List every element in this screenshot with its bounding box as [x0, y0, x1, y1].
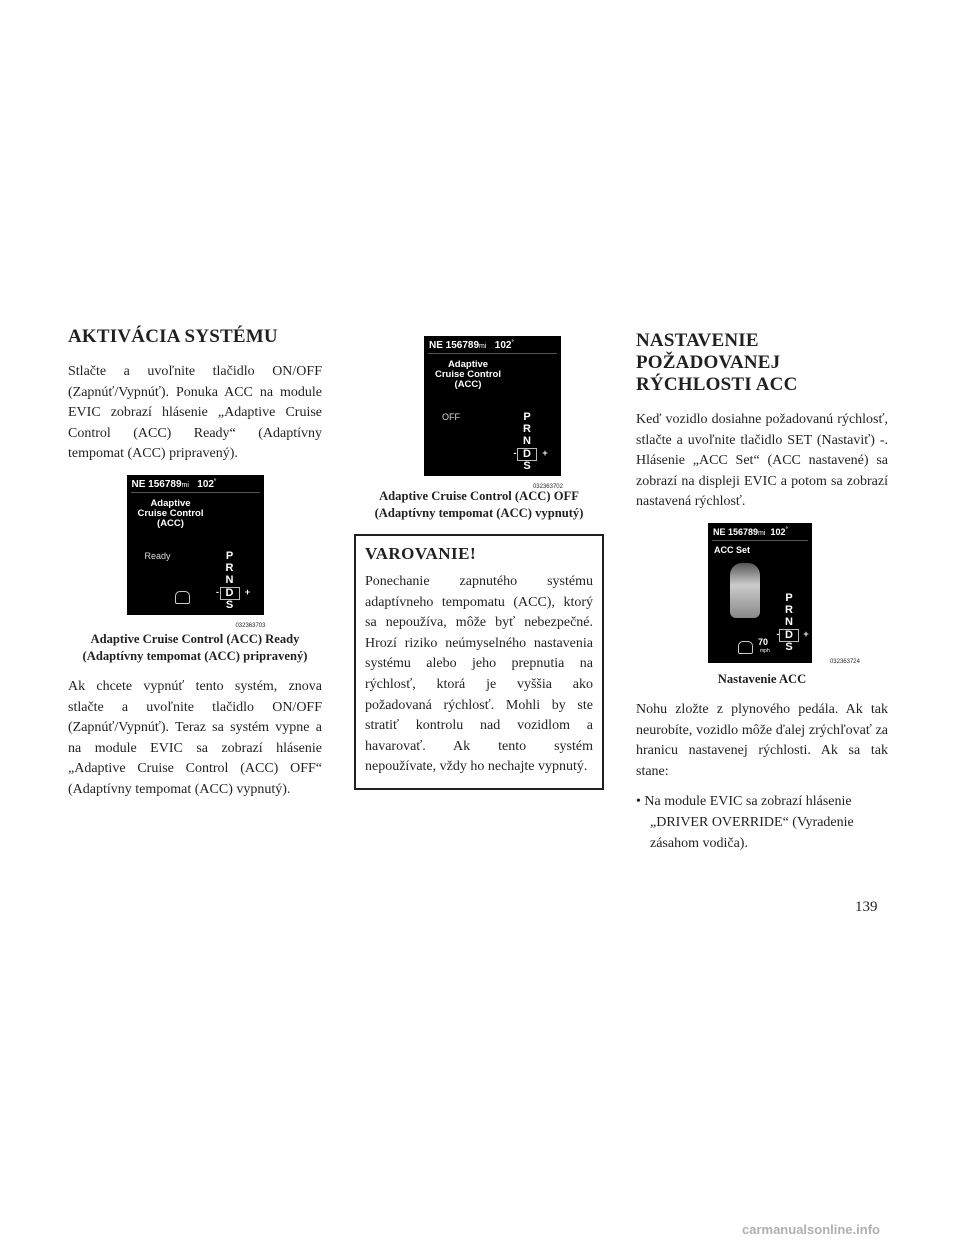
display-top-bar: NE 156789mi 102° — [429, 340, 514, 351]
heading-system-activation: AKTIVÁCIA SYSTÉMU — [68, 326, 278, 347]
warning-title: VAROVANIE! — [365, 544, 477, 563]
figure-code: 032363702 — [532, 484, 563, 490]
gear-n: N — [523, 435, 531, 447]
warning-text: Ponechanie zapnutého systému adaptívneho tempomatu (ACC), ktorý sa nepoužíva, môže byť nebezpečné. Hrozí riziko neúmyselného nastavenia systému alebo jeho prepnutia na rýchlosť, ktorá je vyššia ako požadovaná rýchlosť. Mohli by ste stratiť kontrolu nad vozidlom a havarovať. Ak tento systém nepoužívate, vždy ho nechajte vypnutý. — [365, 574, 593, 775]
caption-acc-set: Nastavenie ACC — [717, 671, 807, 686]
paragraph-override: Nohu zložte z plynového pedála. Ak tak neurobíte, vozidlo môže ďalej zrýchľovať za hranicu nastavenej rýchlosti. Ak sa tak stane: — [636, 701, 888, 779]
acc-car-icon — [175, 591, 190, 604]
gear-n: N — [225, 573, 234, 586]
paragraph-activation: Stlačte a uvoľnite tlačidlo ON/OFF (Zapnúť/Vypnúť). Ponuka ACC na module EVIC zobrazí hlásenie „Adaptive Cruise Control (ACC) Ready“ (Adaptívny tempomat (ACC) pripravený). — [68, 364, 322, 462]
gear-r: R — [225, 561, 234, 574]
display-separator — [712, 540, 808, 541]
gear-r: R — [523, 423, 531, 435]
caption-off: Adaptive Cruise Control (ACC) OFF (Adaptívny tempomat (ACC) vypnutý) — [374, 489, 584, 520]
evic-display-ready — [127, 475, 266, 629]
caption-ready: Adaptive Cruise Control (ACC) Ready (Adaptívny tempomat (ACC) pripravený) — [82, 631, 308, 663]
gear-d: D — [779, 629, 799, 642]
figure-code: 032363703 — [235, 622, 266, 629]
gear-s: S — [225, 598, 234, 611]
gear-p: P — [523, 411, 531, 423]
display-acc-title: Adaptive Cruise Control (ACC) — [137, 497, 204, 529]
watermark: carmanualsonline.info — [742, 1222, 880, 1237]
set-speed-value: 70 — [758, 636, 769, 647]
acc-car-icon — [738, 641, 753, 654]
display-acc-title: Adaptive Cruise Control (ACC) — [435, 359, 501, 390]
bullet-list — [636, 792, 888, 854]
warning-box — [354, 534, 604, 790]
gear-plus: + — [542, 448, 548, 458]
column-2 — [354, 328, 604, 790]
gear-p: P — [785, 591, 793, 604]
gear-d: D — [220, 587, 240, 600]
gear-plus: + — [244, 586, 251, 597]
paragraph-set-speed: Keď vozidlo dosiahne požadovanú rýchlosť, stlačte a uvoľnite tlačidlo SET (Nastaviť) -. Hlásenie „ACC Set“ (ACC nastavené) sa zobrazí na displeji EVIC a potom sa zobrazí nastavená rýchlosť. — [636, 412, 888, 510]
gear-n: N — [785, 615, 793, 628]
display-top-bar: NE 156789mi 102° — [713, 526, 788, 537]
column-1 — [68, 322, 322, 811]
column-3 — [636, 322, 888, 854]
vehicle-ahead-icon — [730, 563, 760, 618]
heading-set-speed: NASTAVENIE POŽADOVANEJ RÝCHLOSTI ACC — [636, 330, 798, 395]
evic-display-off — [424, 336, 563, 490]
display-separator — [428, 353, 557, 354]
gear-p: P — [225, 549, 234, 562]
display-status: ACC Set — [714, 544, 751, 555]
gear-r: R — [785, 603, 793, 616]
display-status: OFF — [442, 412, 460, 422]
display-status: Ready — [144, 550, 171, 561]
gear-plus: + — [803, 628, 809, 639]
gear-d: D — [517, 448, 537, 461]
gear-minus: - — [776, 628, 780, 639]
evic-display-acc-set — [708, 523, 860, 665]
list-item: • Na module EVIC sa zobrazí hlásenie „DRIVER OVERRIDE“ (Vyradenie zásahom vodiča). — [636, 794, 854, 851]
page-number: 139 — [855, 899, 878, 915]
figure-code: 032363724 — [829, 658, 860, 665]
display-top-bar: NE 156789mi 102° — [131, 478, 217, 490]
gear-s: S — [523, 460, 531, 472]
gear-minus: - — [216, 586, 219, 597]
gear-s: S — [785, 640, 793, 653]
set-speed-unit: mph — [760, 647, 770, 654]
gear-minus: - — [513, 448, 517, 458]
paragraph-deactivation: Ak chcete vypnúť tento systém, znova stlačte a uvoľnite tlačidlo ON/OFF (Zapnúť/Vypnúť). Teraz sa systém vypne a na module EVIC sa zobrazí hlásenie „Adaptive Cruise Control (ACC) OFF“ (Adaptívny tempomat (ACC) vypnutý). — [68, 678, 322, 797]
display-separator — [131, 492, 260, 493]
